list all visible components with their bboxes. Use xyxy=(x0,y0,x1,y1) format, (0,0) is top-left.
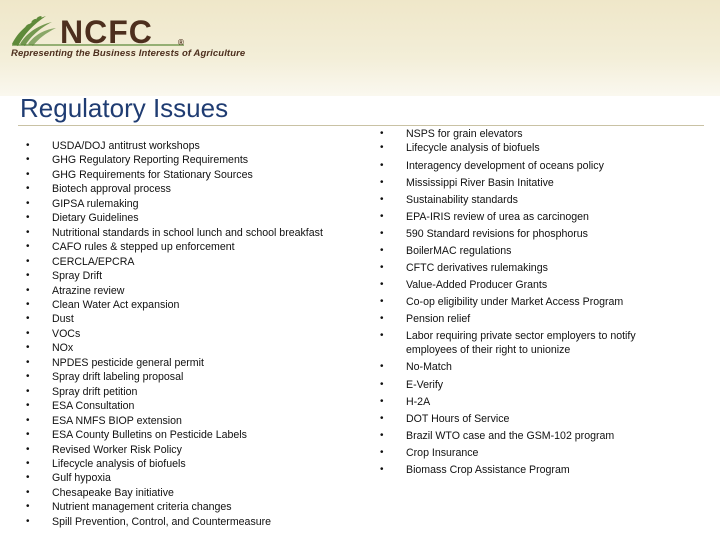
list-item: • Pension relief xyxy=(380,312,706,326)
list-item: • Nutrient management criteria changes xyxy=(26,500,366,514)
list-item: • Crop Insurance xyxy=(380,446,706,460)
list-item: • Lifecycle analysis of biofuels xyxy=(380,141,706,155)
list-item: • Co-op eligibility under Market Access Program xyxy=(380,295,706,309)
list-item: • Biomass Crop Assistance Program xyxy=(380,463,706,477)
list-item: • Atrazine review xyxy=(26,284,366,298)
list-item: • ESA County Bulletins on Pesticide Labels xyxy=(26,428,366,442)
title-divider xyxy=(18,125,704,126)
list-item: • Dust xyxy=(26,312,366,326)
list-item: • Spray Drift xyxy=(26,269,366,283)
list-item: • VOCs xyxy=(26,327,366,341)
list-item: • Sustainability standards xyxy=(380,193,706,207)
list-item: • ESA Consultation xyxy=(26,399,366,413)
list-item: • Spray drift petition xyxy=(26,385,366,399)
list-item: • NSPS for grain elevators xyxy=(380,127,706,141)
list-item: • BoilerMAC regulations xyxy=(380,244,706,258)
list-item: • Spill Prevention, Control, and Countermeasure xyxy=(26,515,366,529)
list-item: • Lifecycle analysis of biofuels xyxy=(26,457,366,471)
list-item: • Biotech approval process xyxy=(26,182,366,196)
list-item: • DOT Hours of Service xyxy=(380,412,706,426)
list-item: • EPA-IRIS review of urea as carcinogen xyxy=(380,210,706,224)
list-item: • Dietary Guidelines xyxy=(26,211,366,225)
list-item: • Chesapeake Bay initiative xyxy=(26,486,366,500)
list-item: • Mississippi River Basin Initative xyxy=(380,176,706,190)
list-item: • Brazil WTO case and the GSM-102 program xyxy=(380,429,706,443)
list-item: • Spray drift labeling proposal xyxy=(26,370,366,384)
ncfc-logo xyxy=(8,12,248,72)
left-issues-list xyxy=(26,139,366,529)
list-item: • Value-Added Producer Grants xyxy=(380,278,706,292)
list-item: • ESA NMFS BIOP extension xyxy=(26,414,366,428)
list-item: • GIPSA rulemaking xyxy=(26,197,366,211)
list-item: • E-Verify xyxy=(380,378,706,392)
header-band xyxy=(0,0,720,96)
wheat-emblem-icon xyxy=(8,12,248,52)
registered-mark: ® xyxy=(178,38,184,47)
list-item: • NOx xyxy=(26,341,366,355)
list-item: • CERCLA/EPCRA xyxy=(26,255,366,269)
page-title: Regulatory Issues xyxy=(20,93,229,123)
list-item: • NPDES pesticide general permit xyxy=(26,356,366,370)
list-item: • H-2A xyxy=(380,395,706,409)
list-item: • No-Match xyxy=(380,360,706,374)
list-item: • Labor requiring private sector employers to notify employees of their right to unionize xyxy=(380,329,682,358)
list-item: • GHG Requirements for Stationary Sources xyxy=(26,168,366,182)
list-item: • Nutritional standards in school lunch and school breakfast xyxy=(26,226,366,240)
tagline: Representing the Business Interests of Agriculture xyxy=(11,48,246,59)
list-item: • Interagency development of oceans policy xyxy=(380,159,706,173)
right-issues-list xyxy=(380,127,706,477)
list-item: • CFTC derivatives rulemakings xyxy=(380,261,706,275)
list-item: • 590 Standard revisions for phosphorus xyxy=(380,227,706,241)
list-item: • Clean Water Act expansion xyxy=(26,298,366,312)
list-item: • CAFO rules & stepped up enforcement xyxy=(26,240,366,254)
list-item: • USDA/DOJ antitrust workshops xyxy=(26,139,366,153)
list-item: • Gulf hypoxia xyxy=(26,471,366,485)
logo-wordmark: NCFC xyxy=(60,14,153,50)
list-item: • Revised Worker Risk Policy xyxy=(26,443,366,457)
list-item: • GHG Regulatory Reporting Requirements xyxy=(26,153,366,167)
